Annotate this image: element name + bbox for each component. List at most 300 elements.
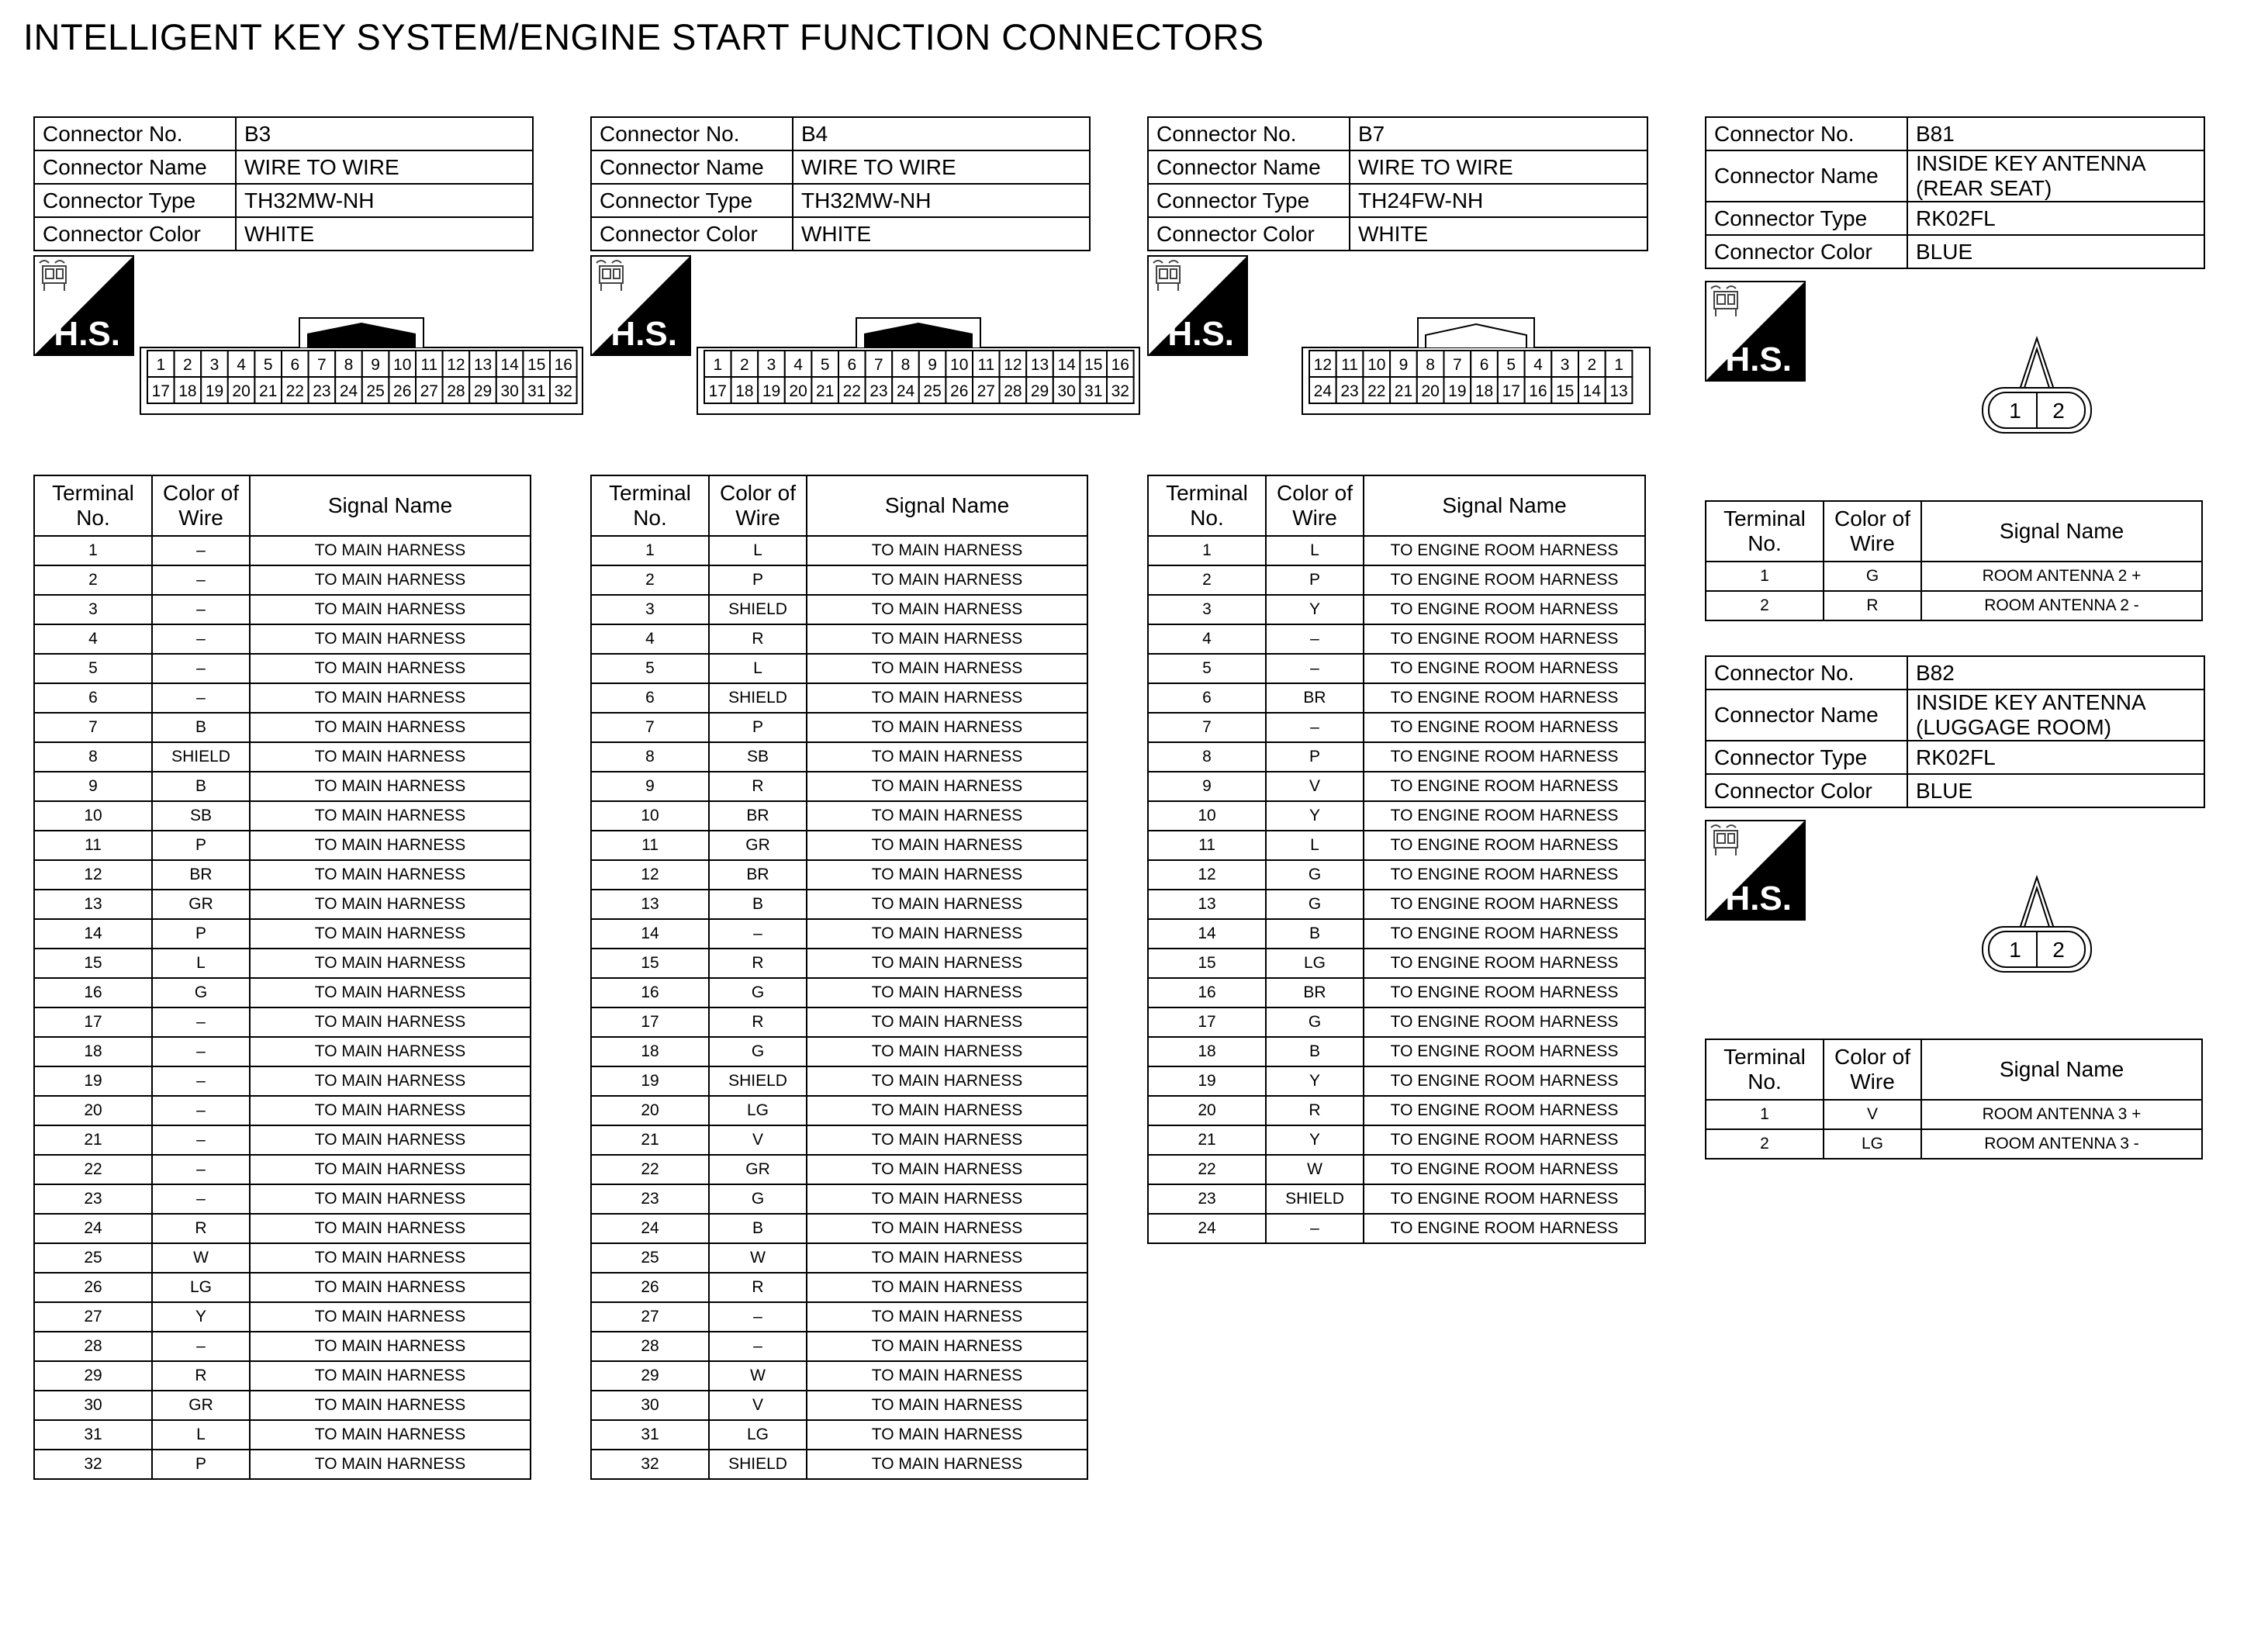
wire-color: BR — [1266, 683, 1364, 713]
connector-color-row — [1706, 235, 2204, 268]
harness-side-icon — [1705, 281, 1806, 382]
wire-color: SHIELD — [1266, 1184, 1364, 1214]
table-row — [34, 565, 531, 595]
pin-number: 15 — [1084, 356, 1103, 374]
table-row — [1148, 683, 1645, 713]
terminal-no: 12 — [1148, 860, 1266, 890]
pin-number: 12 — [1313, 356, 1333, 374]
wire-color: – — [152, 536, 250, 565]
wire-color: B — [1266, 1037, 1364, 1066]
signal-name: TO ENGINE ROOM HARNESS — [1364, 565, 1645, 595]
pin-number: 19 — [205, 382, 224, 400]
connector-name-value: WIRE TO WIRE — [236, 150, 533, 184]
terminal-no: 1 — [1148, 536, 1266, 565]
terminal-no-header: Terminal No. — [1706, 1039, 1824, 1100]
signal-name: TO MAIN HARNESS — [250, 1155, 531, 1184]
terminal-no: 8 — [591, 742, 709, 772]
wire-color: SHIELD — [709, 1066, 807, 1096]
wire-color: – — [152, 654, 250, 683]
table-row — [34, 595, 531, 624]
connector-type-label: Connector Type — [1706, 202, 1907, 235]
wire-color: R — [709, 624, 807, 654]
terminal-no: 10 — [34, 801, 152, 831]
signal-name: TO MAIN HARNESS — [807, 1450, 1087, 1479]
signal-name: TO MAIN HARNESS — [250, 1184, 531, 1214]
table-row — [34, 1391, 531, 1420]
signal-name: ROOM ANTENNA 2 + — [1921, 562, 2202, 591]
signal-name: TO ENGINE ROOM HARNESS — [1364, 860, 1645, 890]
table-row — [591, 801, 1087, 831]
terminal-no: 3 — [591, 595, 709, 624]
connector-no-label: Connector No. — [1706, 656, 1907, 689]
signal-name: TO MAIN HARNESS — [250, 919, 531, 949]
terminal-no: 22 — [34, 1155, 152, 1184]
signal-name: TO ENGINE ROOM HARNESS — [1364, 978, 1645, 1007]
wire-color-header: Color of Wire — [1824, 1039, 1921, 1100]
terminal-no: 29 — [34, 1361, 152, 1391]
wire-color: L — [152, 949, 250, 978]
table-row — [1148, 1184, 1645, 1214]
table-row — [591, 890, 1087, 919]
wire-color: SHIELD — [709, 1450, 807, 1479]
wire-color: – — [152, 1155, 250, 1184]
terminal-no: 31 — [34, 1420, 152, 1450]
pin-number: 1 — [2009, 399, 2021, 423]
wire-color: W — [152, 1243, 250, 1273]
page-title: INTELLIGENT KEY SYSTEM/ENGINE START FUNCTION CONNECTORS — [23, 16, 1264, 57]
wire-color: B — [709, 890, 807, 919]
wire-color: – — [152, 565, 250, 595]
wire-color: Y — [152, 1302, 250, 1332]
signal-name: TO MAIN HARNESS — [807, 624, 1087, 654]
pin-number: 10 — [950, 356, 969, 374]
connector-name-value: WIRE TO WIRE — [793, 150, 1090, 184]
terminal-no: 6 — [1148, 683, 1266, 713]
connector-color-label: Connector Color — [34, 217, 236, 251]
connector-color-value: BLUE — [1907, 235, 2204, 268]
connector-info-b81 — [1705, 116, 2205, 269]
pin-number: 11 — [1341, 356, 1358, 374]
signal-name-header: Signal Name — [1921, 1039, 2202, 1100]
signal-name: TO MAIN HARNESS — [250, 1243, 531, 1273]
wire-color: V — [709, 1125, 807, 1155]
wire-color: G — [709, 1037, 807, 1066]
table-row — [34, 1273, 531, 1302]
table-row — [591, 860, 1087, 890]
pin-number: 13 — [1030, 356, 1049, 374]
harness-side-icon — [1705, 820, 1806, 921]
connector-name-row — [34, 150, 533, 184]
connector-no-row — [1148, 117, 1647, 150]
hs-label: H.S. — [1725, 880, 1792, 918]
signal-name: TO MAIN HARNESS — [250, 624, 531, 654]
pin-number: 2 — [1587, 356, 1597, 374]
pin-number: 18 — [178, 382, 197, 400]
table-row — [34, 1361, 531, 1391]
signal-name: TO MAIN HARNESS — [250, 1096, 531, 1125]
wire-color: R — [1824, 591, 1921, 620]
pin-number: 21 — [816, 382, 835, 400]
pin-number: 3 — [1560, 356, 1570, 374]
pin-number: 9 — [371, 356, 380, 374]
pin-number: 4 — [793, 356, 803, 374]
pin-number: 2 — [2052, 399, 2065, 423]
wire-color: G — [709, 1184, 807, 1214]
table-row — [1148, 1214, 1645, 1243]
wire-color: LG — [709, 1096, 807, 1125]
wire-color: L — [1266, 831, 1364, 860]
wire-color: W — [709, 1361, 807, 1391]
signal-name: ROOM ANTENNA 2 - — [1921, 591, 2202, 620]
pin-number: 10 — [393, 356, 412, 374]
signal-name: TO MAIN HARNESS — [807, 772, 1087, 801]
terminal-no: 8 — [34, 742, 152, 772]
wire-color: V — [1266, 772, 1364, 801]
signal-name: TO MAIN HARNESS — [250, 1332, 531, 1361]
table-row — [591, 595, 1087, 624]
signal-name-header: Signal Name — [250, 475, 531, 536]
wire-color: P — [709, 565, 807, 595]
signal-name: TO MAIN HARNESS — [250, 683, 531, 713]
connector-type-row — [1706, 741, 2204, 774]
terminal-no: 1 — [1706, 1100, 1824, 1129]
terminal-no: 25 — [591, 1243, 709, 1273]
pin-number: 3 — [766, 356, 776, 374]
signal-name: TO MAIN HARNESS — [807, 536, 1087, 565]
terminal-no: 12 — [34, 860, 152, 890]
pin-number: 4 — [237, 356, 246, 374]
signal-name: TO MAIN HARNESS — [250, 1391, 531, 1420]
terminal-no: 14 — [34, 919, 152, 949]
pin-number: 11 — [420, 356, 438, 374]
table-row — [591, 624, 1087, 654]
table-row — [34, 978, 531, 1007]
connector-color-label: Connector Color — [591, 217, 793, 251]
table-row — [591, 1332, 1087, 1361]
table-row — [1148, 772, 1645, 801]
signal-name: TO MAIN HARNESS — [807, 565, 1087, 595]
pin-number: 17 — [708, 382, 727, 400]
wire-color: B — [1266, 919, 1364, 949]
signal-name: TO ENGINE ROOM HARNESS — [1364, 654, 1645, 683]
signal-name: TO ENGINE ROOM HARNESS — [1364, 595, 1645, 624]
wire-color: V — [1824, 1100, 1921, 1129]
connector-no-value: B3 — [236, 117, 533, 150]
signal-name: TO ENGINE ROOM HARNESS — [1364, 1214, 1645, 1243]
pin-number: 9 — [928, 356, 937, 374]
table-row — [591, 1125, 1087, 1155]
signal-name: TO MAIN HARNESS — [807, 1302, 1087, 1332]
wire-color: L — [709, 536, 807, 565]
wire-color: – — [152, 1184, 250, 1214]
signal-name: TO MAIN HARNESS — [250, 1066, 531, 1096]
table-row — [591, 978, 1087, 1007]
signal-name: TO ENGINE ROOM HARNESS — [1364, 1066, 1645, 1096]
wire-color: – — [1266, 713, 1364, 742]
wire-color: GR — [709, 1155, 807, 1184]
terminal-no: 18 — [34, 1037, 152, 1066]
pin-number: 21 — [259, 382, 278, 400]
wire-color: – — [152, 1096, 250, 1125]
table-row — [591, 1302, 1087, 1332]
terminal-no: 27 — [34, 1302, 152, 1332]
pin-number: 29 — [473, 382, 493, 400]
signal-name: TO MAIN HARNESS — [807, 713, 1087, 742]
connector-color-label: Connector Color — [1148, 217, 1350, 251]
table-row — [591, 1450, 1087, 1479]
wire-color: G — [152, 978, 250, 1007]
table-row — [34, 860, 531, 890]
signal-name: TO MAIN HARNESS — [807, 801, 1087, 831]
signal-name: TO MAIN HARNESS — [807, 1420, 1087, 1450]
pin-number: 25 — [366, 382, 385, 400]
wire-color: R — [709, 1273, 807, 1302]
wire-color: R — [1266, 1096, 1364, 1125]
table-row — [591, 831, 1087, 860]
terminal-table-b3 — [33, 475, 531, 1480]
table-row — [591, 1155, 1087, 1184]
wire-color: P — [152, 1450, 250, 1479]
pin-number: 28 — [447, 382, 465, 400]
wire-color: Y — [1266, 1066, 1364, 1096]
terminal-no: 16 — [591, 978, 709, 1007]
signal-name: TO MAIN HARNESS — [807, 949, 1087, 978]
signal-name: ROOM ANTENNA 3 - — [1921, 1129, 2202, 1159]
signal-name: TO MAIN HARNESS — [250, 1037, 531, 1066]
terminal-no: 2 — [1706, 1129, 1824, 1159]
terminal-no: 8 — [1148, 742, 1266, 772]
table-row — [591, 565, 1087, 595]
signal-name: TO ENGINE ROOM HARNESS — [1364, 1096, 1645, 1125]
pin-number: 6 — [290, 356, 300, 374]
connector-no-label: Connector No. — [591, 117, 793, 150]
signal-name: TO ENGINE ROOM HARNESS — [1364, 1155, 1645, 1184]
wire-color: W — [709, 1243, 807, 1273]
terminal-no: 2 — [1706, 591, 1824, 620]
pin-number: 17 — [1502, 382, 1520, 400]
terminal-table-header — [1706, 1039, 2202, 1100]
wire-color: L — [709, 654, 807, 683]
terminal-no: 11 — [1148, 831, 1266, 860]
terminal-no: 9 — [1148, 772, 1266, 801]
connector-type-value: RK02FL — [1907, 202, 2204, 235]
table-row — [591, 1184, 1087, 1214]
harness-side-icon — [33, 255, 134, 356]
signal-name: TO ENGINE ROOM HARNESS — [1364, 713, 1645, 742]
terminal-no: 25 — [34, 1243, 152, 1273]
signal-name: TO MAIN HARNESS — [250, 1302, 531, 1332]
wire-color: – — [709, 1302, 807, 1332]
wire-color: P — [1266, 565, 1364, 595]
table-row — [591, 713, 1087, 742]
signal-name: TO MAIN HARNESS — [807, 919, 1087, 949]
wire-color: G — [1266, 1007, 1364, 1037]
terminal-no: 16 — [34, 978, 152, 1007]
wire-color: GR — [152, 1391, 250, 1420]
pin-number: 32 — [554, 382, 572, 400]
wire-color: B — [709, 1214, 807, 1243]
pin-number: 27 — [977, 382, 995, 400]
signal-name: TO MAIN HARNESS — [807, 1273, 1087, 1302]
signal-name: TO MAIN HARNESS — [250, 890, 531, 919]
wire-color: LG — [1266, 949, 1364, 978]
signal-name: TO MAIN HARNESS — [807, 1155, 1087, 1184]
wire-color: R — [152, 1214, 250, 1243]
hs-label: H.S. — [610, 315, 677, 353]
wire-color: P — [152, 831, 250, 860]
table-row — [34, 949, 531, 978]
connector-no-label: Connector No. — [1148, 117, 1350, 150]
terminal-no: 14 — [1148, 919, 1266, 949]
connector-no-row — [1706, 656, 2204, 689]
terminal-no: 22 — [591, 1155, 709, 1184]
pin-number: 6 — [1479, 356, 1489, 374]
connector-name-row — [1706, 150, 2204, 202]
terminal-no: 26 — [34, 1273, 152, 1302]
connector-color-value: WHITE — [1350, 217, 1647, 251]
connector-name-label: Connector Name — [1148, 150, 1350, 184]
table-row — [591, 772, 1087, 801]
table-row — [34, 1214, 531, 1243]
terminal-no: 1 — [591, 536, 709, 565]
terminal-no: 6 — [591, 683, 709, 713]
table-row — [34, 1125, 531, 1155]
signal-name-header: Signal Name — [1364, 475, 1645, 536]
hs-label: H.S. — [1725, 340, 1792, 378]
connector-info-b3 — [33, 116, 534, 251]
terminal-no: 12 — [591, 860, 709, 890]
pin-number: 3 — [209, 356, 220, 374]
terminal-no: 18 — [1148, 1037, 1266, 1066]
wire-color: R — [709, 772, 807, 801]
connector-color-value: WHITE — [236, 217, 533, 251]
signal-name: TO MAIN HARNESS — [807, 1214, 1087, 1243]
signal-name: TO MAIN HARNESS — [807, 1391, 1087, 1420]
connector-type-row — [1148, 184, 1647, 217]
table-row — [591, 1096, 1087, 1125]
connector-face-b81 — [1975, 335, 2099, 451]
signal-name: TO ENGINE ROOM HARNESS — [1364, 890, 1645, 919]
terminal-no: 7 — [1148, 713, 1266, 742]
terminal-no: 2 — [1148, 565, 1266, 595]
signal-name: TO MAIN HARNESS — [807, 860, 1087, 890]
terminal-no: 10 — [1148, 801, 1266, 831]
signal-name: TO ENGINE ROOM HARNESS — [1364, 1184, 1645, 1214]
terminal-table-header — [1706, 501, 2202, 562]
terminal-no: 9 — [34, 772, 152, 801]
connector-no-value: B81 — [1907, 117, 2204, 150]
hs-label: H.S. — [54, 315, 120, 353]
table-row — [1706, 1129, 2202, 1159]
connector-name-label: Connector Name — [1706, 150, 1907, 202]
terminal-no: 13 — [34, 890, 152, 919]
terminal-no: 17 — [1148, 1007, 1266, 1037]
wire-color: BR — [1266, 978, 1364, 1007]
wire-color: L — [1266, 536, 1364, 565]
terminal-no: 17 — [591, 1007, 709, 1037]
signal-name: TO MAIN HARNESS — [807, 1184, 1087, 1214]
table-row — [34, 1450, 531, 1479]
terminal-no: 3 — [1148, 595, 1266, 624]
pin-number: 20 — [1421, 382, 1440, 400]
pin-number: 2 — [183, 356, 192, 374]
wire-color: R — [709, 949, 807, 978]
connector-color-row — [1706, 774, 2204, 807]
pin-number: 14 — [1057, 356, 1076, 374]
terminal-no: 31 — [591, 1420, 709, 1450]
harness-side-icon — [1147, 255, 1248, 356]
wire-color: – — [152, 624, 250, 654]
signal-name-header: Signal Name — [807, 475, 1087, 536]
wire-color-header: Color of Wire — [709, 475, 807, 536]
wire-color: G — [1266, 890, 1364, 919]
terminal-no: 19 — [34, 1066, 152, 1096]
connector-name-label: Connector Name — [34, 150, 236, 184]
signal-name: TO MAIN HARNESS — [250, 1273, 531, 1302]
wire-color: Y — [1266, 1125, 1364, 1155]
wire-color: SHIELD — [709, 595, 807, 624]
signal-name: TO MAIN HARNESS — [250, 1214, 531, 1243]
pin-number: 6 — [847, 356, 857, 374]
connector-info-b4 — [590, 116, 1091, 251]
terminal-no: 11 — [34, 831, 152, 860]
signal-name-header: Signal Name — [1921, 501, 2202, 562]
table-row — [591, 919, 1087, 949]
wire-color: LG — [1824, 1129, 1921, 1159]
signal-name: TO ENGINE ROOM HARNESS — [1364, 1007, 1645, 1037]
table-row — [591, 1273, 1087, 1302]
connector-name-label: Connector Name — [1706, 689, 1907, 741]
connector-type-row — [591, 184, 1090, 217]
signal-name: TO MAIN HARNESS — [807, 1066, 1087, 1096]
terminal-no: 21 — [34, 1125, 152, 1155]
pin-number: 30 — [1057, 382, 1076, 400]
signal-name: ROOM ANTENNA 3 + — [1921, 1100, 2202, 1129]
terminal-no: 10 — [591, 801, 709, 831]
connector-name-row — [1706, 689, 2204, 741]
pin-number: 16 — [554, 356, 572, 374]
connector-type-label: Connector Type — [34, 184, 236, 217]
terminal-no: 5 — [34, 654, 152, 683]
harness-side-icon — [590, 255, 691, 356]
terminal-no: 11 — [591, 831, 709, 860]
pin-number: 5 — [1506, 356, 1516, 374]
signal-name: TO MAIN HARNESS — [807, 831, 1087, 860]
table-row — [34, 713, 531, 742]
wire-color: SHIELD — [152, 742, 250, 772]
terminal-no: 5 — [591, 654, 709, 683]
connector-face-b82 — [1975, 874, 2099, 990]
wire-color: – — [709, 1332, 807, 1361]
terminal-no: 23 — [34, 1184, 152, 1214]
terminal-no: 24 — [34, 1214, 152, 1243]
wire-color: G — [1824, 562, 1921, 591]
terminal-no: 2 — [34, 565, 152, 595]
connector-type-label: Connector Type — [1706, 741, 1907, 774]
pin-number: 16 — [1111, 356, 1129, 374]
terminal-no: 26 — [591, 1273, 709, 1302]
connector-no-value: B4 — [793, 117, 1090, 150]
pin-number: 32 — [1111, 382, 1129, 400]
signal-name: TO ENGINE ROOM HARNESS — [1364, 772, 1645, 801]
terminal-table-b82 — [1705, 1039, 2203, 1160]
wire-color: SB — [709, 742, 807, 772]
pin-number: 23 — [1340, 382, 1359, 400]
wire-color: LG — [152, 1273, 250, 1302]
terminal-no: 13 — [591, 890, 709, 919]
connector-type-value: TH32MW-NH — [793, 184, 1090, 217]
connector-type-label: Connector Type — [591, 184, 793, 217]
